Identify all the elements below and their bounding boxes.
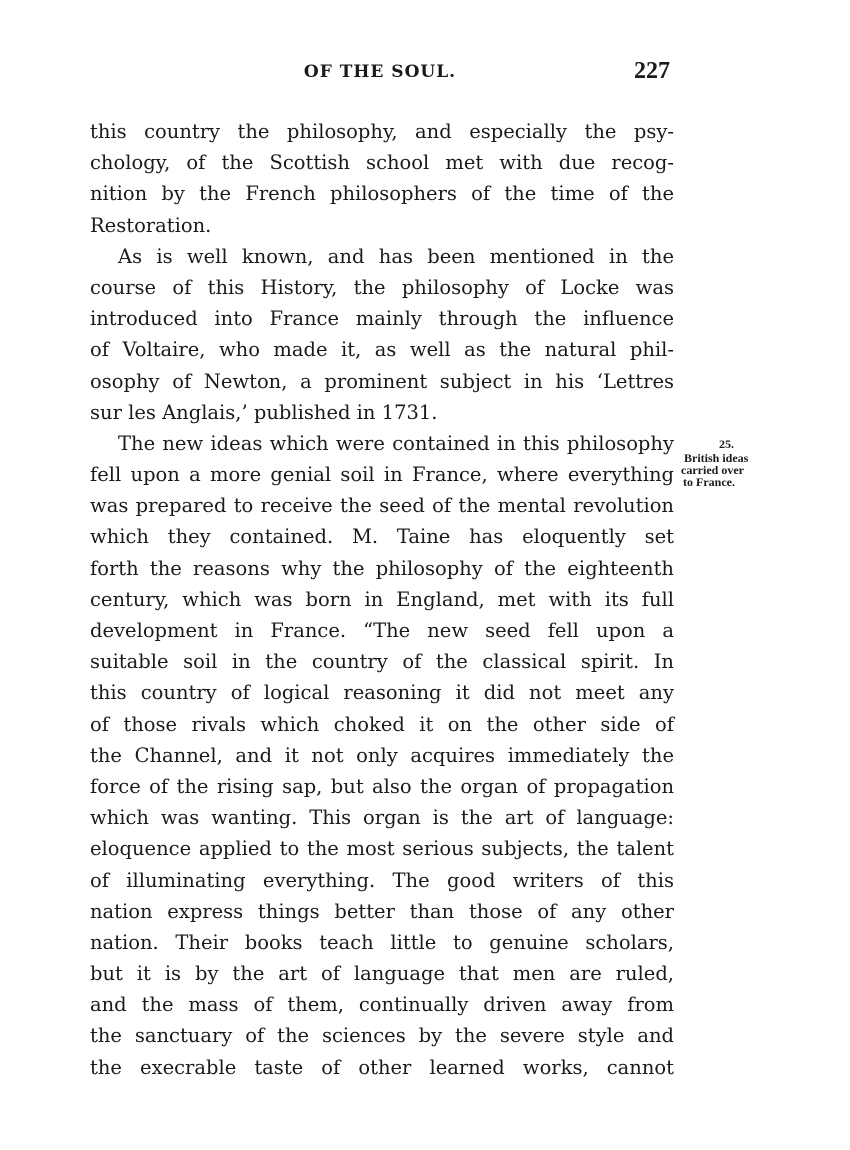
text-line: As is well known, and has been mentioned in the: [118, 244, 674, 268]
sidenote-line: British ideas: [684, 451, 749, 465]
text-line: development in France. “The new seed fell upon a: [90, 619, 674, 642]
page-number: 227: [634, 58, 670, 84]
text-line: which they contained. M. Taine has eloquently set: [90, 525, 674, 549]
sidenote-line: carried over: [681, 463, 744, 477]
text-line: of those rivals which choked it on the other side of: [90, 712, 674, 736]
text-line: force of the rising sap, but also the organ of propagation: [90, 774, 674, 798]
text-line: and the mass of them, continually driven away from: [90, 993, 674, 1017]
text-line: was prepared to receive the seed of the mental revolution: [90, 494, 674, 518]
body-text: [90, 116, 674, 1083]
text-line: The new ideas which were contained in this philosophy: [118, 431, 674, 455]
text-line: which was wanting. This organ is the art of language:: [90, 806, 674, 830]
running-head: [90, 58, 670, 92]
text-line: fell upon a more genial soil in France, where everything: [90, 463, 674, 487]
text-line: but it is by the art of language that men are ruled,: [90, 962, 674, 986]
running-title: OF THE SOUL.: [303, 62, 457, 82]
text-line: chology, of the Scottish school met with due recog-: [90, 151, 674, 175]
sidenote-line: to France.: [683, 475, 735, 489]
sidenote-number: 25.: [719, 437, 734, 451]
text-line: the sanctuary of the sciences by the severe style and: [90, 1024, 674, 1048]
text-line: nation. Their books teach little to genuine scholars,: [90, 930, 674, 954]
text-line: of illuminating everything. The good writers of this: [90, 868, 674, 892]
text-line: osophy of Newton, a prominent subject in his ‘Lettres: [90, 369, 674, 393]
text-line: the execrable taste of other learned works, cannot: [90, 1055, 674, 1079]
text-line: century, which was born in England, met with its full: [90, 587, 674, 611]
text-line: this country of logical reasoning it did not meet any: [90, 681, 674, 705]
text-line: suitable soil in the country of the classical spirit. In: [90, 650, 674, 674]
text-line: Restoration.: [90, 213, 212, 237]
text-line: eloquence applied to the most serious subjects, the talent: [90, 837, 674, 861]
text-line: sur les Anglais,’ published in 1731.: [90, 400, 438, 424]
text-line: forth the reasons why the philosophy of the eighteenth: [90, 556, 674, 580]
text-line: nation express things better than those of any other: [90, 899, 674, 923]
text-line: the Channel, and it not only acquires immediately the: [90, 743, 674, 767]
text-line: this country the philosophy, and especially the psy-: [90, 120, 674, 143]
text-line: of Voltaire, who made it, as well as the natural phil-: [90, 338, 674, 362]
margin-sidenote: [681, 438, 771, 488]
text-line: nition by the French philosophers of the time of the: [90, 182, 674, 206]
text-line: introduced into France mainly through the influence: [90, 307, 674, 331]
text-line: course of this History, the philosophy of Locke was: [90, 275, 674, 299]
